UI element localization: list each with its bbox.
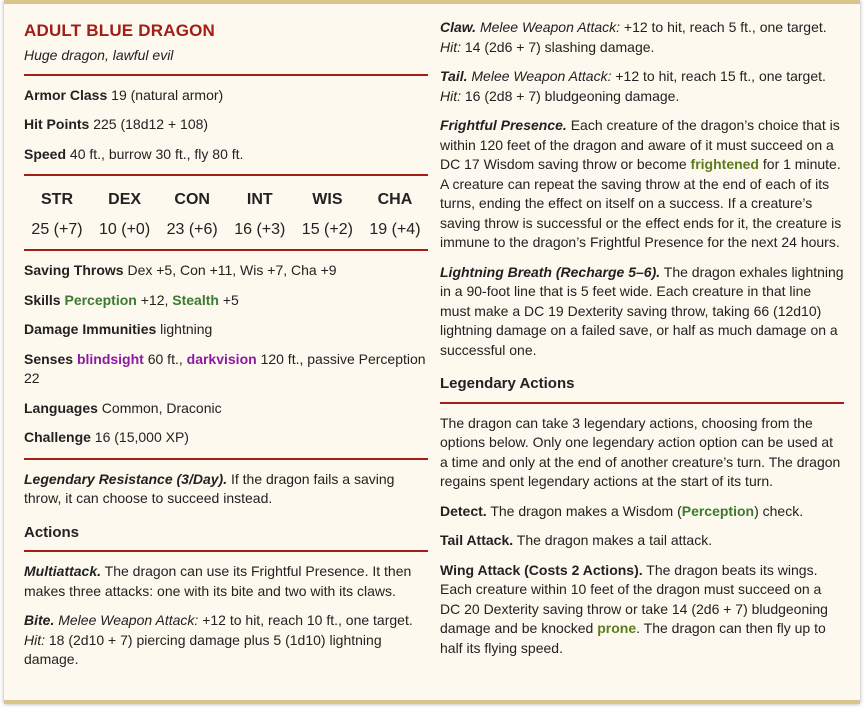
- action-bite: [24, 611, 428, 670]
- damage-immunities-label: Damage Immunities: [24, 321, 157, 337]
- section-divider: [24, 458, 428, 460]
- stat-block-right-column: [440, 4, 844, 700]
- ability-score: 19 (+4): [369, 220, 421, 238]
- skill-perception-bonus: +12,: [140, 291, 169, 308]
- ability-wis: [294, 190, 360, 239]
- armor-class-value: 19 (natural armor): [111, 86, 224, 103]
- ability-name: INT: [246, 191, 273, 208]
- hit-points-label: Hit Points: [24, 116, 90, 132]
- legendary-name: Detect.: [440, 502, 487, 519]
- legendary-actions-heading: Legendary Actions: [440, 375, 575, 392]
- skill-perception-link[interactable]: Perception: [681, 502, 755, 519]
- action-text: Each creature of the dragon’s choice that is within 120 feet of the dragon and aware of it must succeed on a DC 17 Wisdom saving throw or become: [440, 117, 840, 172]
- action-name: Bite.: [24, 612, 55, 628]
- ability-score: 16 (+3): [234, 220, 286, 238]
- legendary-text: The dragon makes a tail attack.: [516, 532, 713, 548]
- hit-points-value: 225 (18d12 + 108): [93, 116, 209, 132]
- monster-type-line: Huge dragon, lawful evil: [24, 47, 174, 63]
- attack-type: Melee Weapon Attack:: [58, 612, 199, 628]
- hit-label: Hit:: [440, 38, 461, 55]
- hit-label: Hit:: [24, 631, 45, 648]
- armor-class-label: Armor Class: [24, 86, 108, 103]
- skill-stealth-bonus: +5: [222, 291, 239, 308]
- hit-label: Hit:: [440, 87, 461, 104]
- attack-text: +12 to hit, reach 10 ft., one target.: [202, 612, 413, 628]
- condition-frightened-link[interactable]: frightened: [690, 156, 759, 172]
- condition-prone-link[interactable]: prone: [597, 620, 637, 636]
- trait-text: If the dragon fails a saving throw, it can choose to succeed instead.: [24, 470, 395, 506]
- action-name: Frightful Presence.: [440, 117, 567, 133]
- attack-type: Melee Weapon Attack:: [479, 19, 621, 35]
- saving-throws-value: Dex +5, Con +11, Wis +7, Cha +9: [127, 262, 337, 278]
- section-divider: [440, 402, 844, 404]
- trait-legendary-resistance: [24, 470, 428, 509]
- sense-blindsight-link[interactable]: blindsight: [76, 350, 144, 367]
- ability-score: 23 (+6): [166, 220, 218, 238]
- ability-score: 15 (+2): [301, 220, 353, 238]
- legendary-text: The dragon makes a Wisdom (: [490, 502, 682, 519]
- action-text: The dragon exhales lightning in a 90-foot line that is 5 feet wide. Each creature in that line must make a DC 19 Dexterity saving throw, taking 66 (12d10) lightning damage on a failed save, or half as much damage on a successful one.: [440, 263, 844, 358]
- action-lightning-breath: [440, 263, 844, 361]
- ability-name: WIS: [312, 191, 343, 208]
- challenge: [24, 428, 428, 448]
- ability-dex: [92, 190, 158, 239]
- ability-scores: [24, 190, 428, 239]
- attack-text: +12 to hit, reach 5 ft., one target.: [623, 19, 827, 35]
- ability-int: [227, 190, 293, 239]
- armor-class: [24, 86, 428, 106]
- sense-darkvision-link[interactable]: darkvision: [186, 350, 257, 367]
- ability-score: 25 (+7): [31, 220, 83, 238]
- ability-cha: [362, 190, 428, 239]
- saving-throws-label: Saving Throws: [24, 262, 124, 278]
- legendary-wing-attack: [440, 561, 844, 659]
- section-divider: [24, 249, 428, 251]
- action-frightful-presence: [440, 116, 844, 253]
- hit-text: 16 (2d8 + 7) bludgeoning damage.: [464, 87, 680, 104]
- legendary-detect: [440, 502, 844, 522]
- trait-name: Legendary Resistance (3/Day).: [24, 470, 228, 487]
- action-text: The dragon can use its Frightful Presence. It then makes three attacks: one with its bite and two with its claws.: [24, 563, 412, 599]
- challenge-value: 16 (15,000 XP): [94, 429, 189, 445]
- ability-name: DEX: [108, 191, 142, 208]
- action-text: for 1 minute. A creature can repeat the saving throw at the end of each of its turns, ending the effect on itself on a success. If a creature’s saving throw is successful or the effect ends for it, the creature is immune to the dragon’s Frightful Presence for the next 24 hours.: [440, 156, 842, 250]
- legendary-text: The dragon beats its wings. Each creature within 10 feet of the dragon must succeed on a DC 20 Dexterity saving throw or take 14 (2d6 + 7) bludgeoning damage and be knocked: [440, 561, 828, 636]
- attack-type: Melee Weapon Attack:: [471, 68, 612, 84]
- ability-name: STR: [41, 191, 73, 208]
- skills: [24, 291, 428, 311]
- stat-block: [4, 0, 860, 704]
- legendary-text: . The dragon can then fly up to half its flying speed.: [440, 620, 826, 656]
- actions-heading: Actions: [24, 523, 80, 541]
- action-name: Claw.: [440, 19, 477, 35]
- attack-text: +12 to hit, reach 15 ft., one target.: [615, 68, 826, 84]
- action-tail: [440, 67, 844, 106]
- hit-text: 18 (2d10 + 7) piercing damage plus 5 (1d10) lightning damage.: [24, 631, 382, 667]
- ability-name: CHA: [377, 191, 413, 208]
- ability-name: CON: [174, 191, 210, 208]
- skills-label: Skills: [24, 291, 61, 308]
- damage-immunities-value: lightning: [160, 321, 213, 337]
- legendary-tail-attack: [440, 531, 844, 551]
- challenge-label: Challenge: [24, 429, 91, 445]
- languages-value: Common, Draconic: [101, 399, 222, 416]
- action-name: Multiattack.: [24, 563, 102, 579]
- legendary-name: Tail Attack.: [440, 532, 514, 548]
- senses-label: Senses: [24, 350, 74, 367]
- languages-label: Languages: [24, 399, 98, 416]
- senses: [24, 350, 428, 389]
- saving-throws: [24, 261, 428, 281]
- ability-score: 10 (+0): [99, 220, 151, 238]
- action-multiattack: [24, 562, 428, 601]
- languages: [24, 399, 428, 419]
- skill-stealth-link[interactable]: Stealth: [172, 291, 219, 308]
- hit-points: [24, 115, 428, 135]
- legendary-intro: The dragon can take 3 legendary actions, choosing from the options below. Only one legendary action option can be used at a time and only at the end of another creature’s turn. The dragon regains spent legendary actions at the start of its turn.: [440, 414, 841, 489]
- sense-blindsight-range: 60 ft.,: [147, 350, 183, 367]
- stat-block-left-column: [24, 4, 428, 700]
- legendary-text: ) check.: [754, 502, 804, 519]
- ability-con: [159, 190, 225, 239]
- action-claw: [440, 18, 844, 57]
- skill-perception-link[interactable]: Perception: [64, 291, 137, 308]
- speed-label: Speed: [24, 145, 67, 162]
- hit-text: 14 (2d6 + 7) slashing damage.: [464, 38, 655, 55]
- damage-immunities: [24, 320, 428, 340]
- action-name: Lightning Breath (Recharge 5–6).: [440, 263, 661, 280]
- section-divider: [24, 174, 428, 176]
- section-divider: [24, 550, 428, 552]
- section-divider: [24, 74, 428, 76]
- action-name: Tail.: [440, 68, 468, 84]
- sense-darkvision-rest: 120 ft., passive Perception 22: [24, 350, 426, 386]
- speed: [24, 145, 428, 165]
- ability-str: [24, 190, 90, 239]
- legendary-name: Wing Attack (Costs 2 Actions).: [440, 561, 643, 578]
- speed-value: 40 ft., burrow 30 ft., fly 80 ft.: [69, 145, 244, 162]
- monster-name: ADULT BLUE DRAGON: [24, 21, 216, 40]
